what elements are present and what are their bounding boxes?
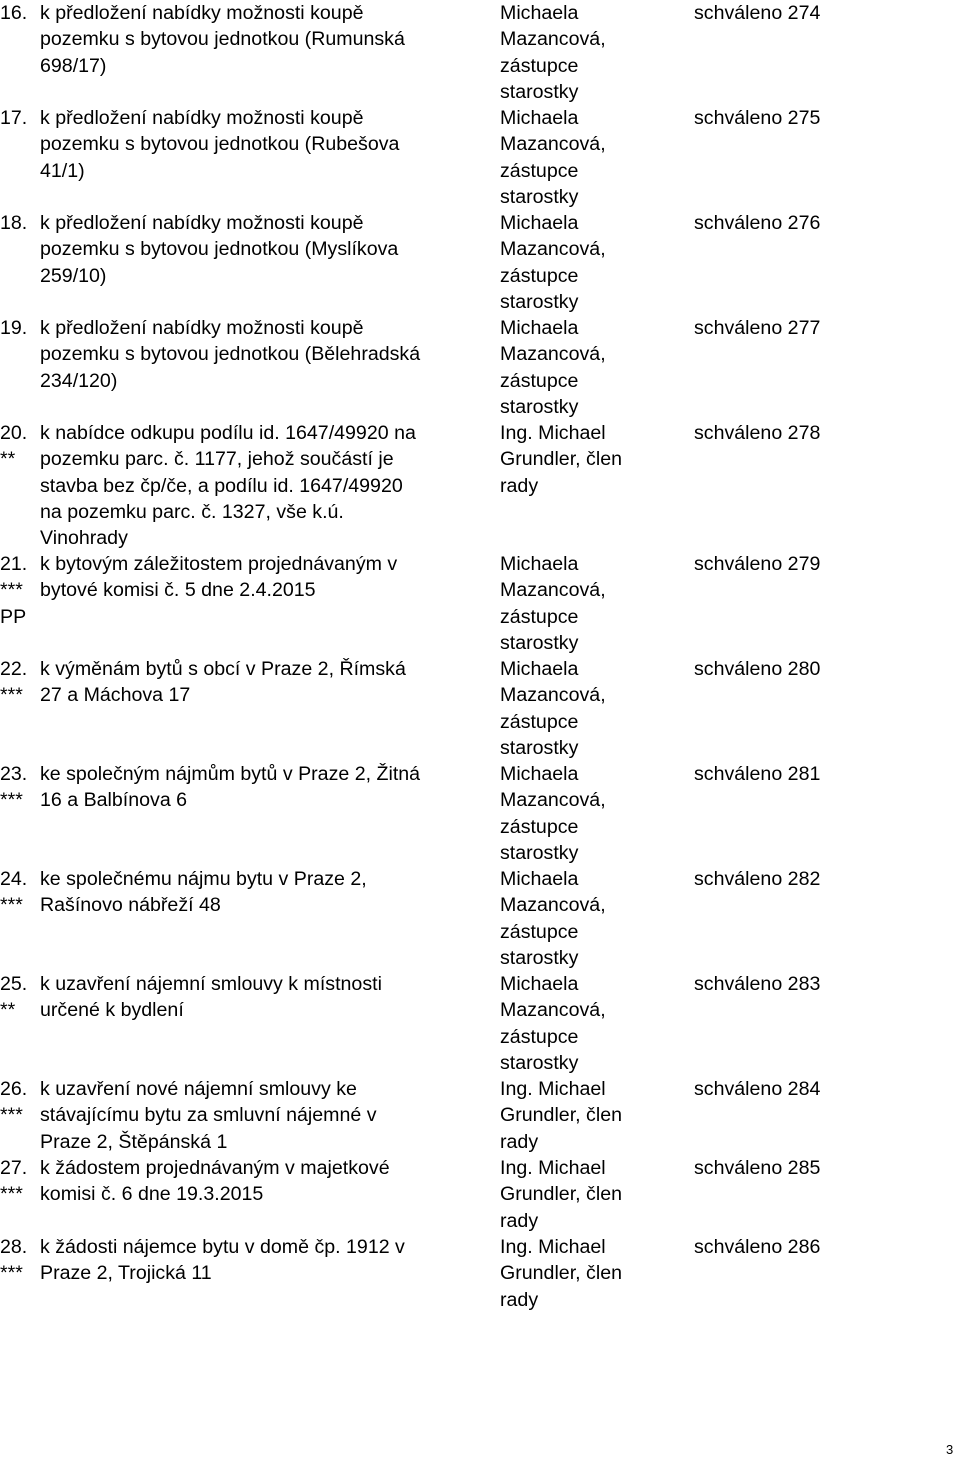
item-subject: k předložení nabídky možnosti koupě pozemku s bytovou jednotkou (Myslíkova 259/10) [40,212,399,287]
item-result: schváleno 283 [694,973,821,995]
item-presenter: Michaela Mazancová, zástupce starostky [500,107,606,208]
item-marker: ** [0,448,16,471]
item-result: schváleno 280 [694,658,821,680]
item-subject: k uzavření nové nájemní smlouvy ke stávajícímu bytu za smluvní nájemné v Praze 2, Štěpánská 1 [40,1078,377,1153]
item-number: 21. [0,553,28,575]
item-subject: k předložení nabídky možnosti koupě pozemku s bytovou jednotkou (Rubešova 41/1) [40,107,400,182]
item-marker: *** [0,1104,23,1127]
item-presenter: Michaela Mazancová, zástupce starostky [500,2,606,103]
item-number-cell [0,420,38,473]
item-result: schváleno 276 [694,212,821,234]
item-result: schváleno 275 [694,107,821,129]
item-number: 26. [0,1078,28,1100]
item-presenter: Michaela Mazancová, zástupce starostky [500,553,606,654]
item-marker: *** [0,789,23,812]
item-result: schváleno 286 [694,1236,821,1258]
item-number-cell [0,1234,38,1287]
item-result: schváleno 274 [694,2,821,24]
item-number-cell [0,210,38,236]
item-marker: *** PP [0,579,27,628]
item-number: 27. [0,1157,28,1179]
item-subject: ke společnému nájmu bytu v Praze 2, Rašínovo nábřeží 48 [40,868,367,917]
item-presenter: Michaela Mazancová, zástupce starostky [500,763,606,864]
item-presenter: Ing. Michael Grundler, člen rady [500,1157,622,1232]
item-subject: k žádostem projednávaným v majetkové komisi č. 6 dne 19.3.2015 [40,1157,390,1206]
item-presenter: Ing. Michael Grundler, člen rady [500,1236,622,1311]
item-marker: *** [0,1262,23,1285]
item-number-cell [0,0,38,26]
item-subject: k uzavření nájemní smlouvy k místnosti určené k bydlení [40,973,382,1022]
item-presenter: Michaela Mazancová, zástupce starostky [500,868,606,969]
item-subject: k výměnám bytů s obcí v Praze 2, Římská 27 a Máchova 17 [40,658,406,707]
item-subject: ke společným nájmům bytů v Praze 2, Žitná 16 a Balbínova 6 [40,763,421,812]
item-number: 18. [0,212,28,234]
item-marker: *** [0,1183,23,1206]
item-presenter: Michaela Mazancová, zástupce starostky [500,212,606,313]
item-result: schváleno 279 [694,553,821,575]
item-result: schváleno 277 [694,317,821,339]
item-number: 28. [0,1236,28,1258]
item-result: schváleno 284 [694,1078,821,1100]
item-presenter: Michaela Mazancová, zástupce starostky [500,658,606,759]
item-subject: k předložení nabídky možnosti koupě pozemku s bytovou jednotkou (Rumunská 698/17) [40,2,405,77]
item-result: schváleno 278 [694,422,821,444]
item-presenter: Ing. Michael Grundler, člen rady [500,1078,622,1153]
item-number: 17. [0,107,28,129]
item-number-cell [0,105,38,131]
item-number-cell [0,761,38,814]
item-result: schváleno 285 [694,1157,821,1179]
item-marker: ** [0,999,16,1022]
item-number: 23. [0,763,28,785]
item-marker: *** [0,894,23,917]
item-number: 19. [0,317,28,339]
item-number: 16. [0,2,28,24]
item-number: 22. [0,658,28,680]
item-number-cell [0,971,38,1024]
item-number-cell [0,315,38,341]
item-number: 25. [0,973,28,995]
item-number-cell [0,551,38,630]
item-presenter: Ing. Michael Grundler, člen rady [500,422,622,497]
item-number-cell [0,1076,38,1129]
item-result: schváleno 281 [694,763,821,785]
page-number: 3 [946,1442,954,1457]
item-subject: k předložení nabídky možnosti koupě pozemku s bytovou jednotkou (Bělehradská 234/120) [40,317,421,392]
item-number: 20. [0,422,28,444]
item-number-cell [0,866,38,919]
item-subject: k žádosti nájemce bytu v domě čp. 1912 v Praze 2, Trojická 11 [40,1236,405,1285]
item-presenter: Michaela Mazancová, zástupce starostky [500,317,606,418]
item-marker: *** [0,684,23,707]
item-presenter: Michaela Mazancová, zástupce starostky [500,973,606,1074]
item-number-cell [0,656,38,709]
item-subject: k nabídce odkupu podílu id. 1647/49920 na pozemku parc. č. 1177, jehož součástí je stavba bez čp/če, a podílu id. 1647/49920 na pozemku parc. č. 1327, vše k.ú. Vinohrady [40,422,416,550]
item-subject: k bytovým záležitostem projednávaným v bytové komisi č. 5 dne 2.4.2015 [40,553,398,602]
item-result: schváleno 282 [694,868,821,890]
item-number-cell [0,1155,38,1208]
item-number: 24. [0,868,28,890]
